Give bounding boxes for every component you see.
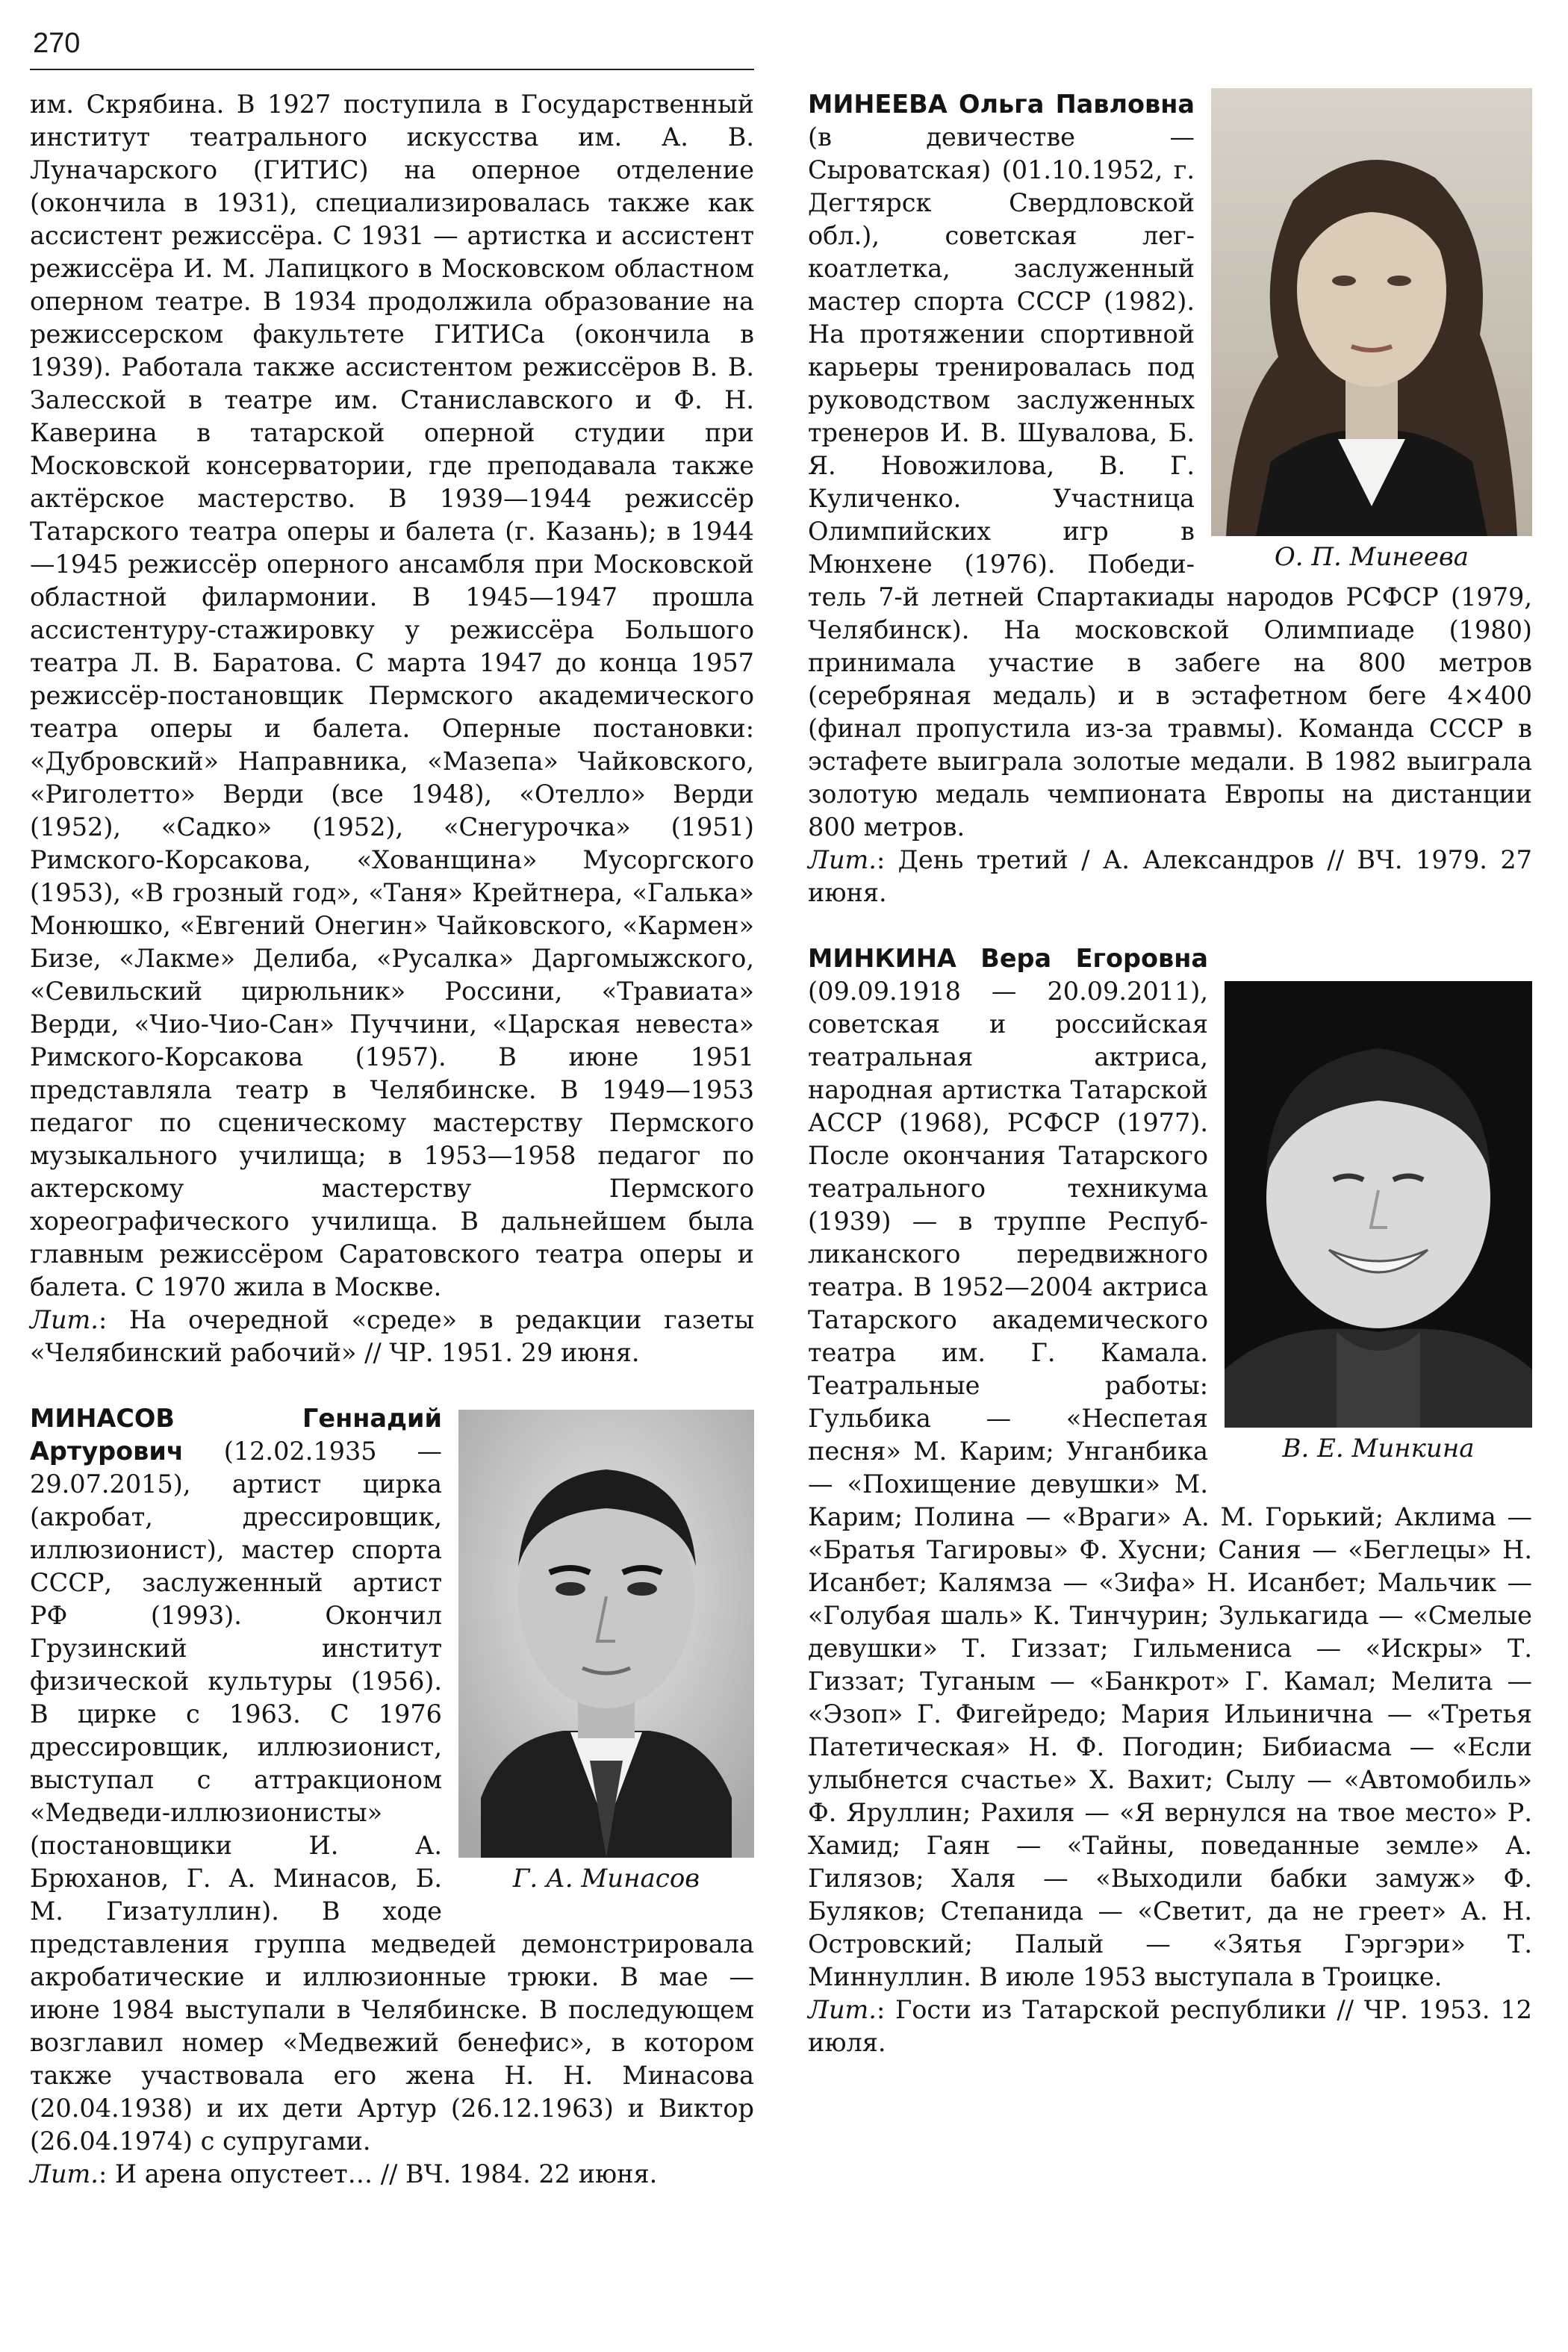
- mineeva-portrait-photo: [1211, 88, 1532, 536]
- entry-continuation-literature: [30, 1304, 754, 1369]
- entry-minkina-literature: [808, 1994, 1532, 2059]
- left-column: [30, 88, 754, 2224]
- literature-text: : И арена опустеет… // ВЧ. 1984. 22 июня.: [98, 2159, 658, 2188]
- entry-minkina: [808, 942, 1532, 2059]
- entry-mineeva: [808, 88, 1532, 909]
- minasov-body: (12.02.1935 — 29.07.2015), артист цирка (акробат, дрессировщик, иллюзионист), мастер спорта СССР, заслуженный артист РФ (1993). Окончил Грузинский институт физической культуры (1956). В цирке с 1963. С 1976 дрессировщик, иллюзионист, выступал с аттракционом «Медведи-иллюзионисты» (постановщики И. А. Брюханов, Г. А. Минасов, Б. М. Гизатуллин). В ходе представления группа медведей демонстрировала акробатические и иллюзионные трюки. В мае — июне 1984 выступали в Челябинске. В последующем возглавил номер «Медвежий бенефис», в котором также участвовала его жена Н. Н. Минасова (20.04.1938) и их дети Артур (26.12.1963) и Виктор (26.04.1974) с супругами.: [30, 1437, 754, 2156]
- literature-text: : Гости из Татарской республики // ЧР. 1953. 12 июля.: [808, 1995, 1532, 2057]
- literature-label: Лит.: [30, 1305, 99, 1334]
- entry-continuation-text: им. Скрябина. В 1927 поступила в Государственный институт театрального искусства им. А. В. Луначарского (ГИТИС) на оперное отделение (окончила в 1931), специализировалась также как ассистент режиссёра. С 1931 — артистка и ассистент режиссёра И. М. Лапицкого в Московском областном оперном театре. В 1934 продолжила образование на режиссерском факультете ГИТИСа (окончила в 1939). Работала также ассистентом режиссёров В. В. Залесской в театре им. Станиславского и Ф. Н. Каверина в татарской оперной студии при Московской консерватории, где преподавала также актёрское мастерство. В 1939—1944 режиссёр Татарского театра оперы и балета (г. Казань); в 1944—1945 режиссёр оперного ансамбля при Московской областной филармонии. В 1945—1947 прошла ассистентуру-стажировку у режиссёра Большого театра Л. В. Баратова. С марта 1947 до конца 1957 режиссёр-постановщик Пермского академического театра оперы и балета. Оперные постановки: «Дубровский» Направника, «Мазепа» Чайковского, «Риголетто» Верди (все 1948), «Отелло» Верди (1952), «Садко» (1952), «Снегурочка» (1951) Римского-Корсакова, «Хованщина» Мусоргского (1953), «В грозный год», «Таня» Крейтнера, «Галька» Монюшко, «Евгений Онегин» Чайковского, «Кармен» Бизе, «Лакме» Делиба, «Русалка» Даргомыжского, «Севильский цирюльник» Россини, «Травиата» Верди, «Чио-Чио-Сан» Пуччини, «Царская невеста» Римского-Корсакова (1957). В июне 1951 представляла театр в Челябинске. В 1949—1953 педагог по сценическому мастерству Пермского музыкального училища; в 1953—1958 педагог по актерскому мастерству Пермского хореографического училища. В дальнейшем была главным режиссёром Саратовского театра оперы и балета. С 1970 жила в Москве.: [30, 90, 754, 1301]
- page-number: 270: [33, 28, 81, 59]
- minasov-portrait-photo: [458, 1410, 754, 1858]
- mineeva-photo-caption: О. П. Минеева: [1274, 542, 1469, 572]
- minkina-headword: МИНКИНА Вера Егоровна: [808, 944, 1208, 973]
- minkina-body: (09.09.1918 — 20.09.2011), советская и российская театральная актриса, народная артистка Татарской АССР (1968), РСФСР (1977). После окончания Татарского театрального техникума (1939) — в труппе Республиканского передвижного театра. В 1952—2004 актриса Татарского академического театра им. Г. Камала. Театральные работы: Гульбика — «Неспетая песня» М. Карим; Унганбика — «Похищение девушки» М. Карим; Полина — «Враги» А. М. Горький; Аклима — «Братья Тагировы» Ф. Хусни; Сания — «Беглецы» Н. Исанбет; Калямза — «Зифа» Н. Исанбет; Мальчик — «Голубая шаль» К. Тинчурин; Зулькагида — «Смелые девушки» Т. Гиззат; Гильмениса — «Искры» Т. Гиззат; Туганым — «Банкрот» Г. Камал; Мелита — «Эзоп» Г. Фигейредо; Мария Ильинична — «Третья Патетическая» Н. Ф. Погодин; Бибиасма — «Если улыбнется счастье» Х. Вахит; Сылу — «Автомобиль» Ф. Яруллин; Рахиля — «Я вернулся на твое место» Р. Хамид; Гаян — «Тайны, поведанные земле» А. Гилязов; Халя — «Выходили бабки замуж» Ф. Буляков; Степанида — «Светит, да не греет» А. Н. Островский; Палый — «Зятья Гэргэри» Т. Миннуллин. В июле 1953 выступала в Троицке.: [808, 977, 1532, 1991]
- minkina-portrait-photo: [1225, 981, 1532, 1428]
- entry-minasov: [30, 1402, 754, 2191]
- minasov-photo-caption: Г. А. Минасов: [512, 1864, 700, 1894]
- entry-minasov-literature: [30, 2158, 754, 2191]
- entry-mineeva-text: [808, 88, 1532, 844]
- entry-mineeva-literature: [808, 844, 1532, 909]
- minkina-photo-caption: В. Е. Минкина: [1282, 1434, 1475, 1463]
- literature-text: : День третий / А. Александров // ВЧ. 1979. 27 июня.: [808, 845, 1532, 907]
- entry-continuation: [30, 88, 754, 1369]
- literature-label: Лит.: [808, 1995, 877, 2024]
- literature-label: Лит.: [808, 845, 877, 874]
- right-column: [808, 88, 1532, 2092]
- mineeva-body: (в девичестве — Сыроватская) (01.10.1952, г. Дегтярск Свердловской обл.), советская легкоатлетка, заслуженный мастер спорта СССР (1982). На протяжении спортивной карьеры тренировалась под руководством заслуженных тренеров И. В. Шувалова, Б. Я. Новожилова, В. Г. Куличенко. Участница Олимпийских игр в Мюнхене (1976). Победитель 7-й летней Спартакиады народов РСФСР (1979, Челябинск). На московской Олимпиаде (1980) принимала участие в забеге на 800 метров (серебряная медаль) и в эстафетном беге 4×400 (финал пропустила из-за травмы). Команда СССР в эстафете выиграла золотые медали. В 1982 выиграла золотую медаль чемпионата Европы на дистанции 800 метров.: [808, 122, 1532, 841]
- header-rule: [30, 69, 754, 70]
- entry-minkina-text: [808, 942, 1532, 1994]
- mineeva-photo-figure: [1211, 88, 1532, 573]
- entry-minasov-text: [30, 1402, 754, 2158]
- minasov-headword: МИНАСОВ Геннадий Артурович: [30, 1404, 442, 1466]
- literature-label: Лит.: [30, 2159, 99, 2188]
- minkina-photo-figure: [1225, 981, 1532, 1465]
- literature-text: : На очередной «среде» в редакции газеты «Челябинский рабочий» // ЧР. 1951. 29 июня.: [30, 1305, 754, 1367]
- minasov-photo-figure: [458, 1410, 754, 1895]
- mineeva-headword: МИНЕЕВА Ольга Павловна: [808, 90, 1195, 119]
